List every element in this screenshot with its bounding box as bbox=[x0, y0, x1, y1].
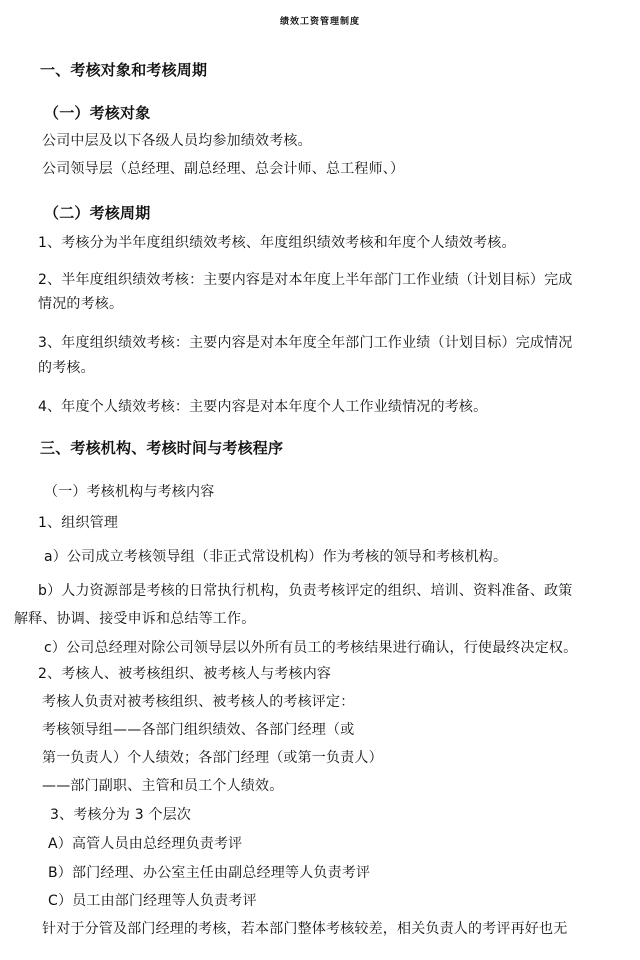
level-b: B）部门经理、办公室主任由副总经理等人负责考评 bbox=[48, 865, 371, 881]
closing-line: 针对于分管及部门经理的考核，若本部门整体考核较差，相关负责人的考评再好也无 bbox=[42, 921, 568, 937]
sub1-line-1: 公司中层及以下各级人员均参加绩效考核。 bbox=[42, 133, 312, 149]
assessment-item-3: 3、考核分为 3 个层次 bbox=[50, 807, 192, 823]
document-title: 绩效工资管理制度 bbox=[279, 17, 360, 27]
period-item-2-line-1: 2、半年度组织绩效考核：主要内容是对本年度上半年部门工作业绩（计划目标）完成 bbox=[38, 272, 573, 288]
section1-sub2-heading: （二）考核周期 bbox=[44, 204, 151, 222]
leader-line-2: 第一负责人）个人绩效；各部门经理（或第一负责人） bbox=[42, 750, 383, 766]
assessor-line: 考核人负责对被考核组织、被考核人的考核评定： bbox=[42, 694, 355, 710]
org-item-b-line-1: b）人力资源部是考核的日常执行机构，负责考核评定的组织、培训、资料准备、政策 bbox=[38, 583, 573, 599]
leader-line-3: ——部门副职、主管和员工个人绩效。 bbox=[42, 778, 284, 794]
leader-line-1: 考核领导组——各部门组织绩效、各部门经理（或 bbox=[42, 722, 355, 738]
org-item-a: a）公司成立考核领导组（非正式常设机构）作为考核的领导和考核机构。 bbox=[44, 549, 508, 565]
section1-heading: 一、考核对象和考核周期 bbox=[40, 61, 208, 79]
section3-sub1-heading: （一）考核机构与考核内容 bbox=[44, 484, 215, 500]
period-item-3-line-2: 的考核。 bbox=[38, 360, 95, 376]
section3-heading: 三、考核机构、考核时间与考核程序 bbox=[40, 439, 284, 457]
org-item-b-line-2: 解释、协调、接受申诉和总结等工作。 bbox=[14, 611, 256, 627]
period-item-2-line-2: 情况的考核。 bbox=[38, 296, 124, 312]
org-management-heading: 1、组织管理 bbox=[38, 515, 119, 531]
assessment-item-2: 2、考核人、被考核组织、被考核人与考核内容 bbox=[38, 666, 332, 682]
section1-sub1-heading: （一）考核对象 bbox=[44, 104, 151, 122]
period-item-3-line-1: 3、年度组织绩效考核：主要内容是对本年度全年部门工作业绩（计划目标）完成情况 bbox=[38, 335, 573, 351]
level-c: C）员工由部门经理等人负责考评 bbox=[48, 893, 257, 909]
period-item-1: 1、考核分为半年度组织绩效考核、年度组织绩效考核和年度个人绩效考核。 bbox=[38, 235, 516, 251]
period-item-4: 4、年度个人绩效考核：主要内容是对本年度个人工作业绩情况的考核。 bbox=[38, 399, 488, 415]
level-a: A）高管人员由总经理负责考评 bbox=[48, 836, 243, 852]
org-item-c: c）公司总经理对除公司领导层以外所有员工的考核结果进行确认，行使最终决定权。 bbox=[44, 640, 578, 656]
sub1-line-2: 公司领导层（总经理、副总经理、总会计师、总工程师、） bbox=[42, 161, 405, 177]
